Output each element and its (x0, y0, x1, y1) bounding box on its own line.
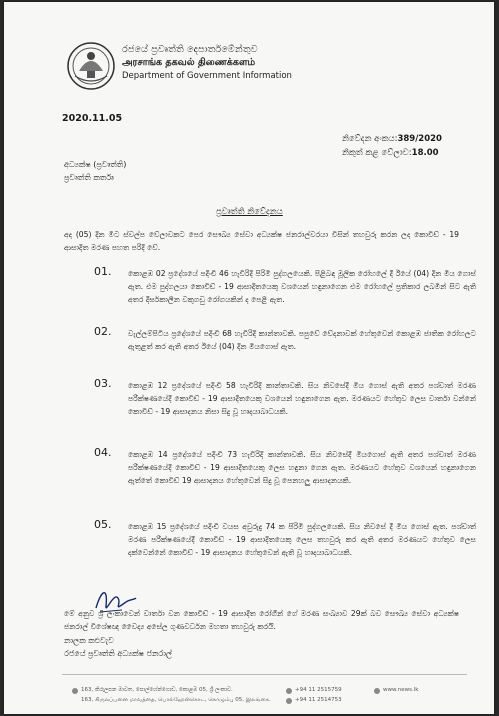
addressee-line-1: අධ්‍යක්ෂ (ප්‍රවෘත්ති) (64, 160, 127, 169)
release-number-value: 389/2020 (397, 134, 442, 144)
issue-time (342, 148, 439, 158)
location-icon (72, 688, 78, 694)
footer-website: www.news.lk (383, 687, 419, 693)
item-number: 02. (94, 325, 112, 338)
letterhead-english: Department of Government Information (122, 71, 292, 81)
item-text: කොළඹ 15 ප්‍රදේශයේ පදිංචි වයස අවුරුදු 74 ක පිරිමි පුද්ගලයෙකි. සිය නිවසේ දී මිය ගොස් ඇත. පශ්චාත් මරණ පරීක්ෂණයේදී කොවිඩ් - 19 ආසාදිතයෙකු ලෙස තහවුරු කර ඇති අතර මරණයට හේතුව ලෙස දක්වෙන්නේ කොවිඩ් - 19 ආසාදනය හේතුවෙන් ඇති වූ හෘදයාබාධයකි. (128, 522, 476, 557)
footer-address-sinhala: 163, කිරුලපන මාවත, පොල්හේන්ගොඩ, කොළඹ 05, ශ්‍රී ලංකාව. (81, 687, 233, 693)
closing-paragraph: මේ අනුව ශ්‍රී ලංකාවෙන් වාර්තා වන කොවිඩ් - 19 ආසාදිත රෝගීන් ගේ මරණ සංඛ්‍යාව 29ක් බව සෞඛ්‍ය සේවා අධ්‍යක්ෂ ජනරාල් විශේෂඥ වෛද්‍ය අසේල ගුණවර්ධන මහතා තහවුරු කරයි. (64, 609, 459, 631)
item-number: 03. (94, 377, 112, 390)
footer-phone: +94 11 2515759 (295, 687, 342, 693)
letterhead-sinhala: රජයේ ප්‍රවෘත්ති දෙපාර්තමේන්තුව (122, 44, 258, 55)
item-text: කොළඹ 02 ප්‍රදේශයේ පදිංචි 46 හැවිරිදි පිරිමි පුද්ගලයෙකි. පිළිබඳ මූලික රෝහලේ දී ඊයේ (04) දින මිය ගොස් ඇත. එම පුද්ගලයා කොවිඩ් - 19 ආසාදිතයෙකු වශයෙන් හඳුනාගෙන එම රෝහලේ ප්‍රතිකාර ලබමින් සිට ඇති අතර දීර්ඝකාලීන වකුගඩු රෝගයකින් ද පෙළී ඇත. (128, 269, 476, 304)
footer-fax: +94 11 2514753 (295, 697, 342, 703)
item-text: වැල්ලම්පිටිය ප්‍රදේශයේ පදිංචි 68 හැවිරිදි කාන්තාවකි. පපුවේ වේදනාවක් හේතුවෙන් කොළඹ ජාතික රෝහලට ඇතුළත් කර ඇති අතර ඊයේ (04) දින මියගොස් ඇත. (128, 329, 476, 351)
addressee-line-2: ප්‍රවෘත්ති කර්තෘ (64, 173, 114, 182)
phone-icon (286, 688, 292, 694)
signatory-title: රජයේ ප්‍රවෘත්ති අධ්‍යක්ෂ ජනරාල් (64, 649, 173, 658)
press-release-page (4, 2, 494, 714)
intro-paragraph: අද (05) දින මීට ස්වල්ප වේලාවකට පෙර සෞඛ්‍ය සේවා අධ්‍යක්ෂ ජනරාල්වරයා විසින් තහවුරු කරන ලද කොවිඩ් - 19 ආසාදිත මරණ පහත පරිදි වේ. (64, 230, 459, 252)
document-title: ප්‍රවෘත්ති නිවේදනය (216, 207, 283, 217)
government-crest-logo (65, 41, 117, 91)
release-number (342, 134, 442, 144)
release-number-label: නිවේදන අංකය: (342, 134, 398, 144)
release-date: 2020.11.05 (62, 113, 123, 124)
issue-time-label: නිකුත් කළ වේලාව: (342, 148, 412, 158)
issue-time-value: 18.00 (411, 148, 439, 158)
item-number: 01. (94, 265, 112, 278)
item-number: 04. (94, 446, 112, 459)
web-icon (374, 688, 380, 694)
fax-icon (286, 698, 292, 704)
signatory-name: නාලක කළුවැව (64, 636, 114, 645)
item-text: කොළඹ 14 ප්‍රදේශයේ පදිංචි 73 හැවිරිදි කාන්තාවකි. සිය නිවසේදී මියගොස් ඇති අතර පශ්චාත් මරණ පරීක්ෂණයේදී කොවිඩ් - 19 ආසාදිතයෙකු ලෙස හඳුනා ගෙන ඇත. මරණයට හේතුව වශයෙන් හඳුනාගෙන ඇත්තේ කොවිඩ් 19 ආසාදනය හේතුවෙන් සිදු වූ පෙනහලු ආසාදනයකි. (128, 450, 476, 485)
footer-address-tamil: 163, கிருலப்பனை மாவத்தை, பொல்ஹேன்கொட, கொழும்பு 05, இலங்கை. (81, 697, 271, 703)
item-number: 05. (94, 518, 112, 531)
letterhead-tamil: அரசாங்க தகவல் திணைக்களம் (122, 57, 256, 68)
item-text: කොළඹ 12 ප්‍රදේශයේ පදිංචි 58 හැවිරිදි කාන්තාවකි. සිය නිවසේදී මිය ගොස් ඇති අතර පශ්චාත් මරණ පරීක්ෂණයේදී කොවිඩ් - 19 ආසාදිතයෙකු වශයෙන් හඳුනාගෙන ඇත. මරණයට හේතුව ලෙස වාර්තා වන්නේ කොවිඩ් - 19 ආසාදනය නිසා සිදු වූ හෘදයාබාධයකි. (128, 381, 476, 416)
footer-divider (62, 674, 467, 675)
